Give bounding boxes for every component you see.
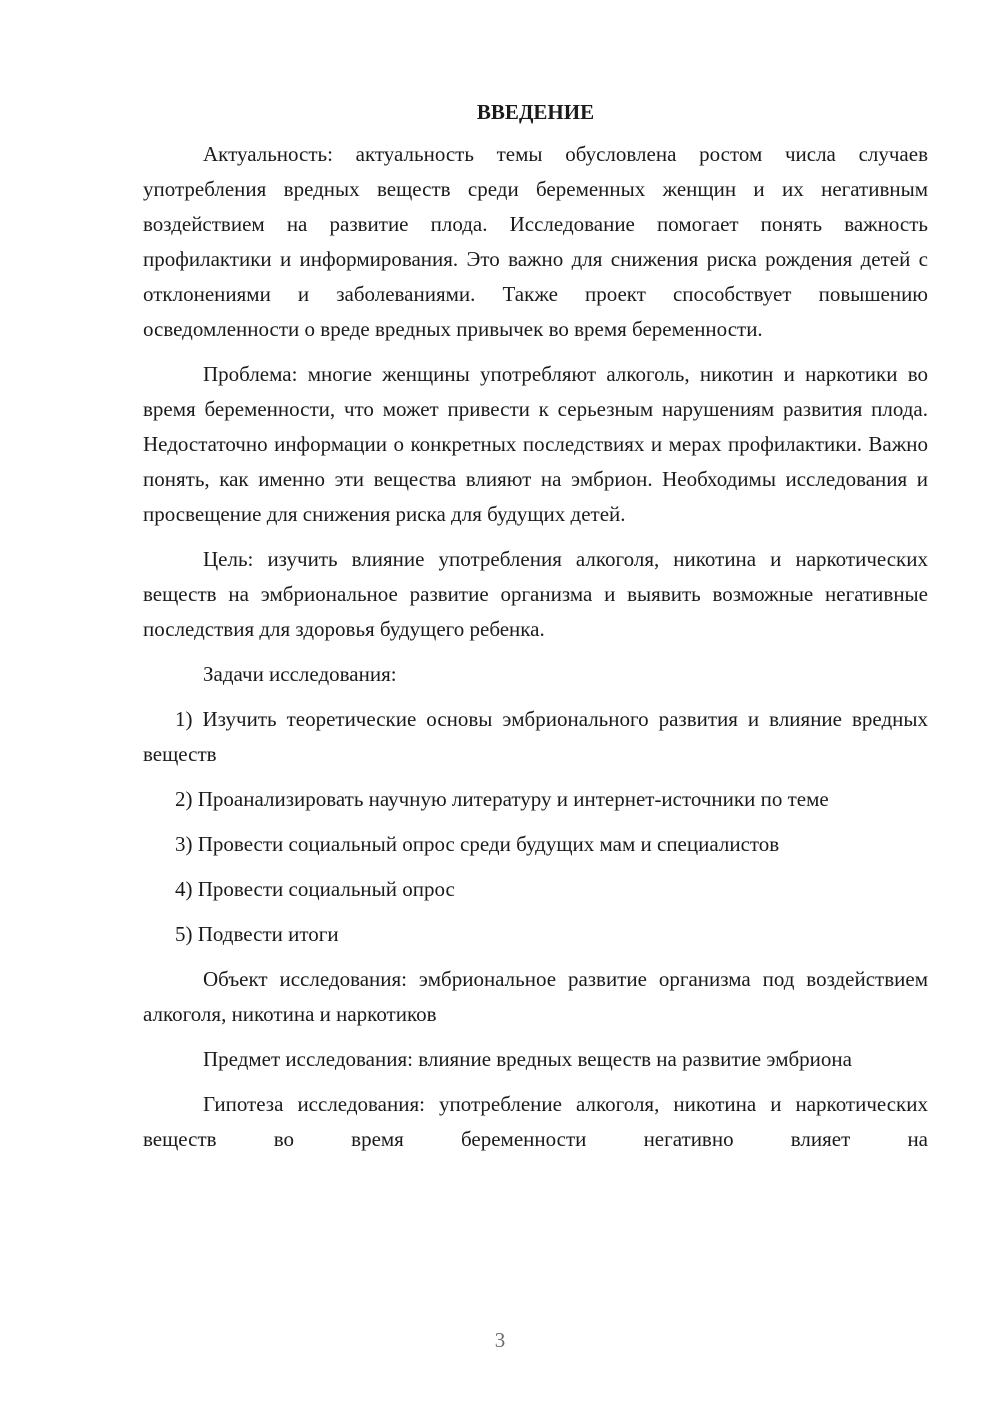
paragraph-relevance: Актуальность: актуальность темы обусловлена ростом числа случаев употребления вредных веществ среди беременных женщин и их негативным воздействием на развитие плода. Исследование помогает понять важность профилактики и информирования. Это важно для снижения риска рождения детей с отклонениями и заболеваниями. Также проект способствует повышению осведомленности о вреде вредных привычек во время беременности. — [143, 142, 928, 341]
task-item-2: 2) Проанализировать научную литературу и интернет-источники по теме — [175, 787, 829, 811]
section-title: ВВЕДЕНИЕ — [476, 100, 595, 124]
paragraph-hypothesis: Гипотеза исследования: употребление алкоголя, никотина и наркотических веществ во время беременности негативно влияет на — [143, 1092, 928, 1151]
document-page — [143, 97, 928, 1167]
task-item-3: 3) Провести социальный опрос среди будущих мам и специалистов — [175, 832, 780, 856]
task-item-4: 4) Провести социальный опрос — [175, 877, 455, 901]
page-number: 3 — [494, 1328, 506, 1352]
tasks-heading: Задачи исследования: — [203, 662, 397, 686]
task-item-1: 1) Изучить теоретические основы эмбрионального развития и влияние вредных веществ — [143, 707, 928, 766]
task-item-5: 5) Подвести итоги — [175, 922, 339, 946]
paragraph-goal: Цель: изучить влияние употребления алкоголя, никотина и наркотических веществ на эмбриональное развитие организма и выявить возможные негативные последствия для здоровья будущего ребенка. — [143, 547, 928, 641]
paragraph-subject: Предмет исследования: влияние вредных веществ на развитие эмбриона — [203, 1047, 852, 1071]
paragraph-problem: Проблема: многие женщины употребляют алкоголь, никотин и наркотики во время беременности, что может привести к серьезным нарушениям развития плода. Недостаточно информации о конкретных последствиях и мерах профилактики. Важно понять, как именно эти вещества влияют на эмбрион. Необходимы исследования и просвещение для снижения риска для будущих детей. — [143, 362, 928, 526]
paragraph-object: Объект исследования: эмбриональное развитие организма под воздействием алкоголя, никотина и наркотиков — [143, 967, 928, 1026]
